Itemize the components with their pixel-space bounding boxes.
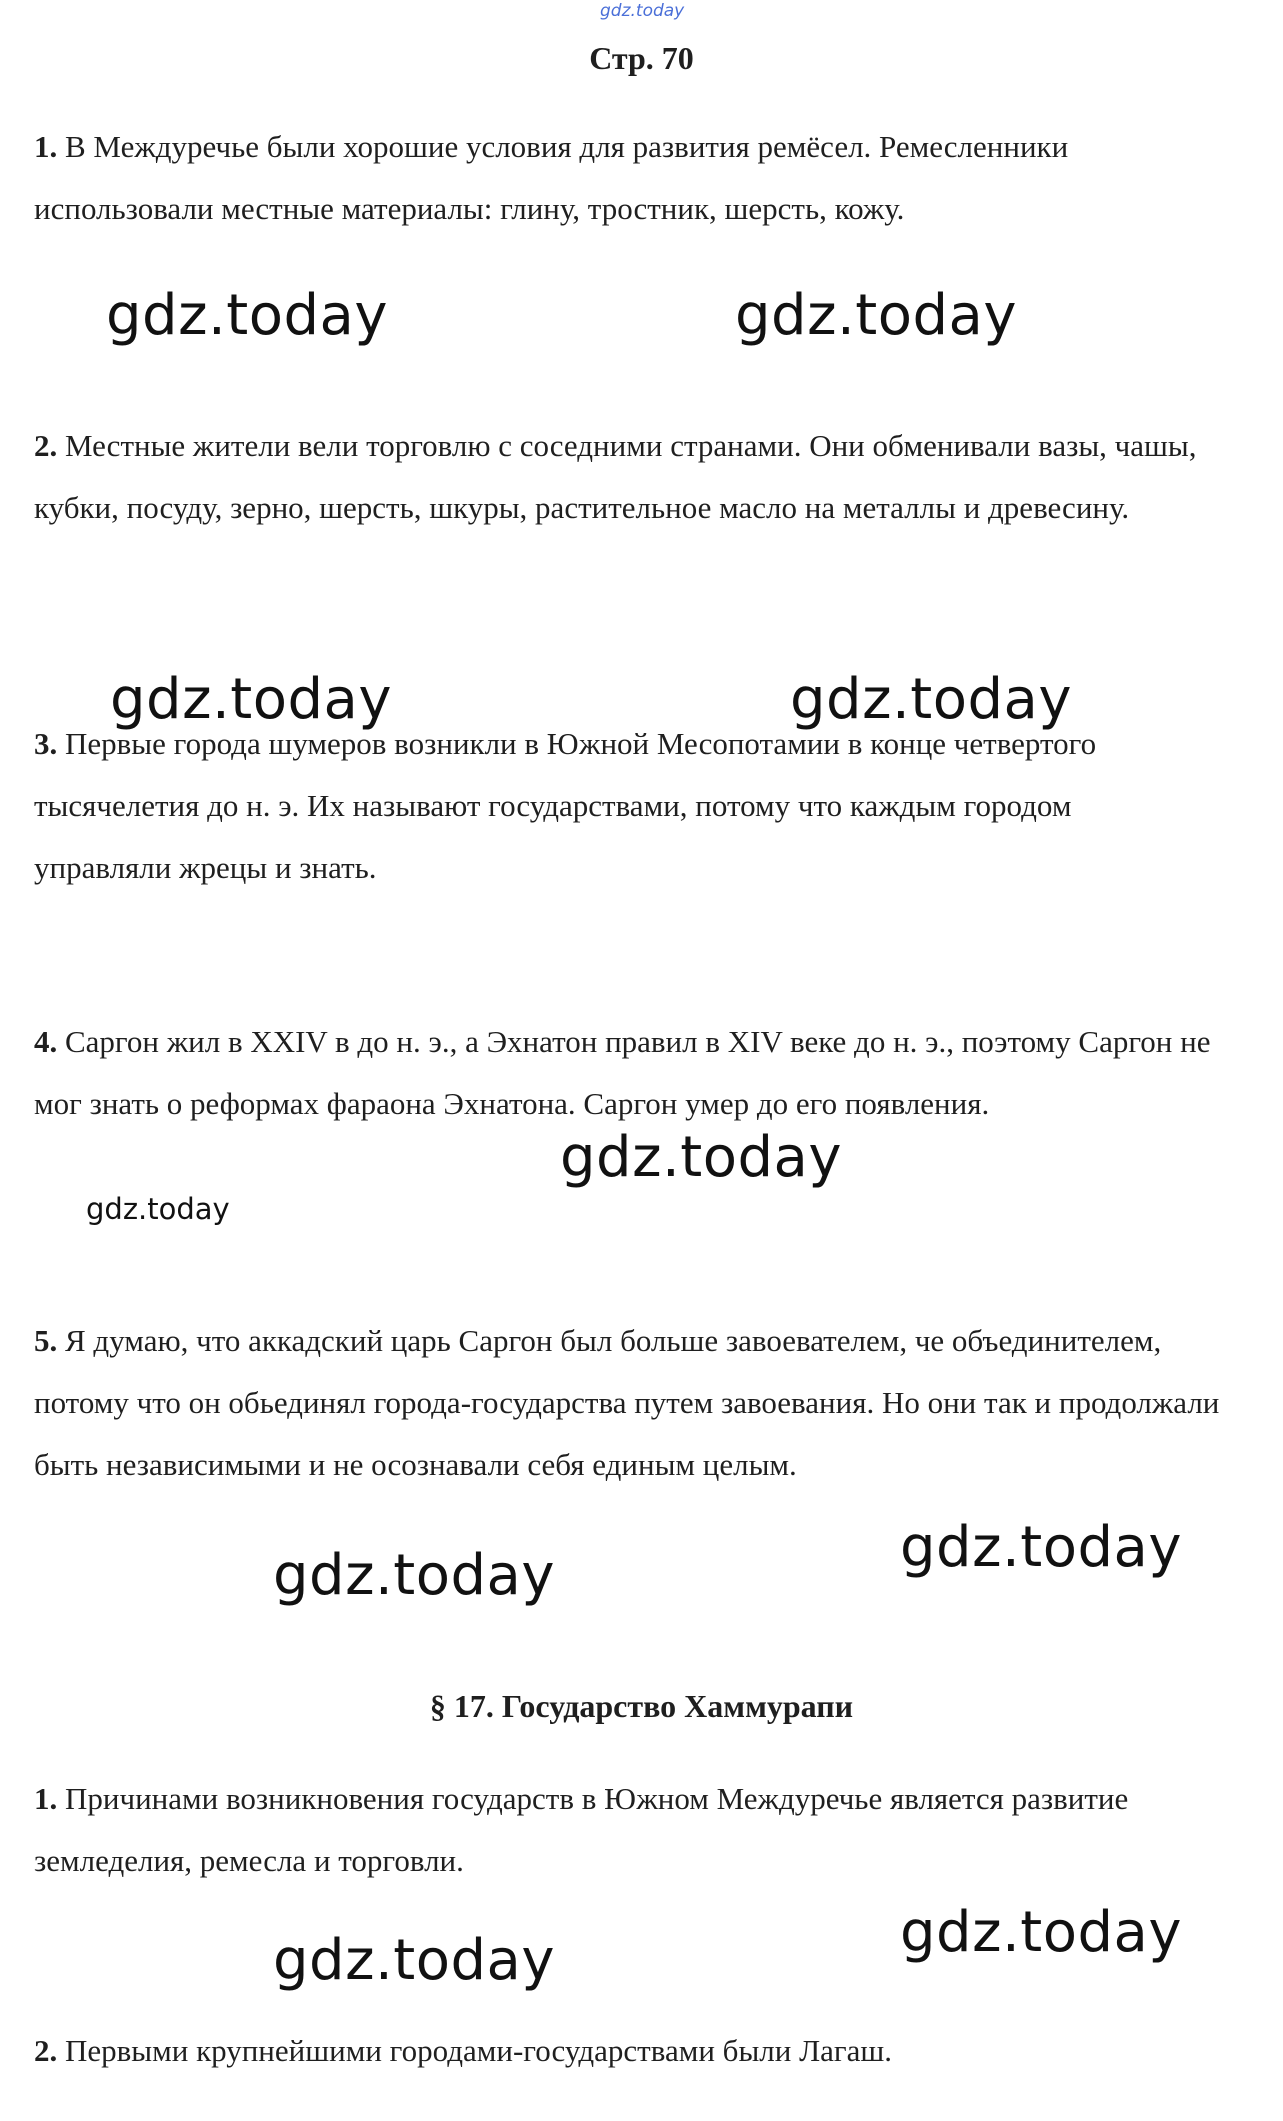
answer-number: 1. — [34, 129, 58, 164]
answer-number: 3. — [34, 726, 58, 761]
watermark: gdz.today — [900, 1900, 1183, 1965]
answer-2 — [34, 415, 1219, 539]
watermark: gdz.today — [560, 1125, 843, 1190]
section-answer-1 — [34, 1768, 1214, 1892]
answer-text: Причинами возникновения государств в Южном Междуречье является развитие земледелия, ремесла и торговли. — [34, 1781, 1129, 1878]
watermark: gdz.today — [273, 1928, 556, 1993]
answer-number: 1. — [34, 1781, 58, 1816]
answer-text: Местные жители вели торговлю с соседними странами. Они обменивали вазы, чашы, кубки, посуду, зерно, шерсть, шкуры, растительное масло на металлы и древесину. — [34, 428, 1197, 525]
answer-text: Первыми крупнейшими городами-государствами были Лагаш. — [65, 2033, 892, 2068]
watermark: gdz.today — [900, 1515, 1183, 1580]
answer-1 — [34, 116, 1214, 240]
answer-number: 4. — [34, 1024, 58, 1059]
section-title: § 17. Государство Хаммурапи — [429, 1688, 854, 1724]
watermark: gdz.today — [790, 667, 1073, 732]
answer-3 — [34, 713, 1194, 899]
answer-text: Я думаю, что аккадский царь Саргон был больше завоевателем, че объединителем, потому что он обьединял города-государства путем завоевания. Но они так и продолжали быть независимыми и не осознавали себя единым целым. — [34, 1323, 1220, 1482]
page-title: Стр. 70 — [589, 40, 694, 76]
section-answer-2 — [34, 2020, 914, 2082]
watermark: gdz.today — [106, 283, 389, 348]
answer-number: 5. — [34, 1323, 58, 1358]
answer-4 — [34, 1011, 1239, 1135]
answer-text: В Междуречье были хорошие условия для развития ремёсел. Ремесленники использовали местные материалы: глину, тростник, шерсть, кожу. — [34, 129, 1069, 226]
answer-number: 2. — [34, 428, 58, 463]
top-watermark: gdz.today — [600, 1, 685, 21]
answer-number: 2. — [34, 2033, 58, 2068]
answer-5 — [34, 1310, 1224, 1496]
answer-text: Саргон жил в XXIV в до н. э., а Эхнатон правил в XIV веке до н. э., поэтому Саргон не мог знать о реформах фараона Эхнатона. Саргон умер до его появления. — [34, 1024, 1211, 1121]
answer-text: Первые города шумеров возникли в Южной Месопотамии в конце четвертого тысячелетия до н. э. Их называют государствами, потому что каждым городом управляли жрецы и знать. — [34, 726, 1097, 885]
watermark: gdz.today — [273, 1543, 556, 1608]
watermark: gdz.today — [86, 1192, 230, 1226]
watermark: gdz.today — [735, 283, 1018, 348]
watermark: gdz.today — [110, 667, 393, 732]
